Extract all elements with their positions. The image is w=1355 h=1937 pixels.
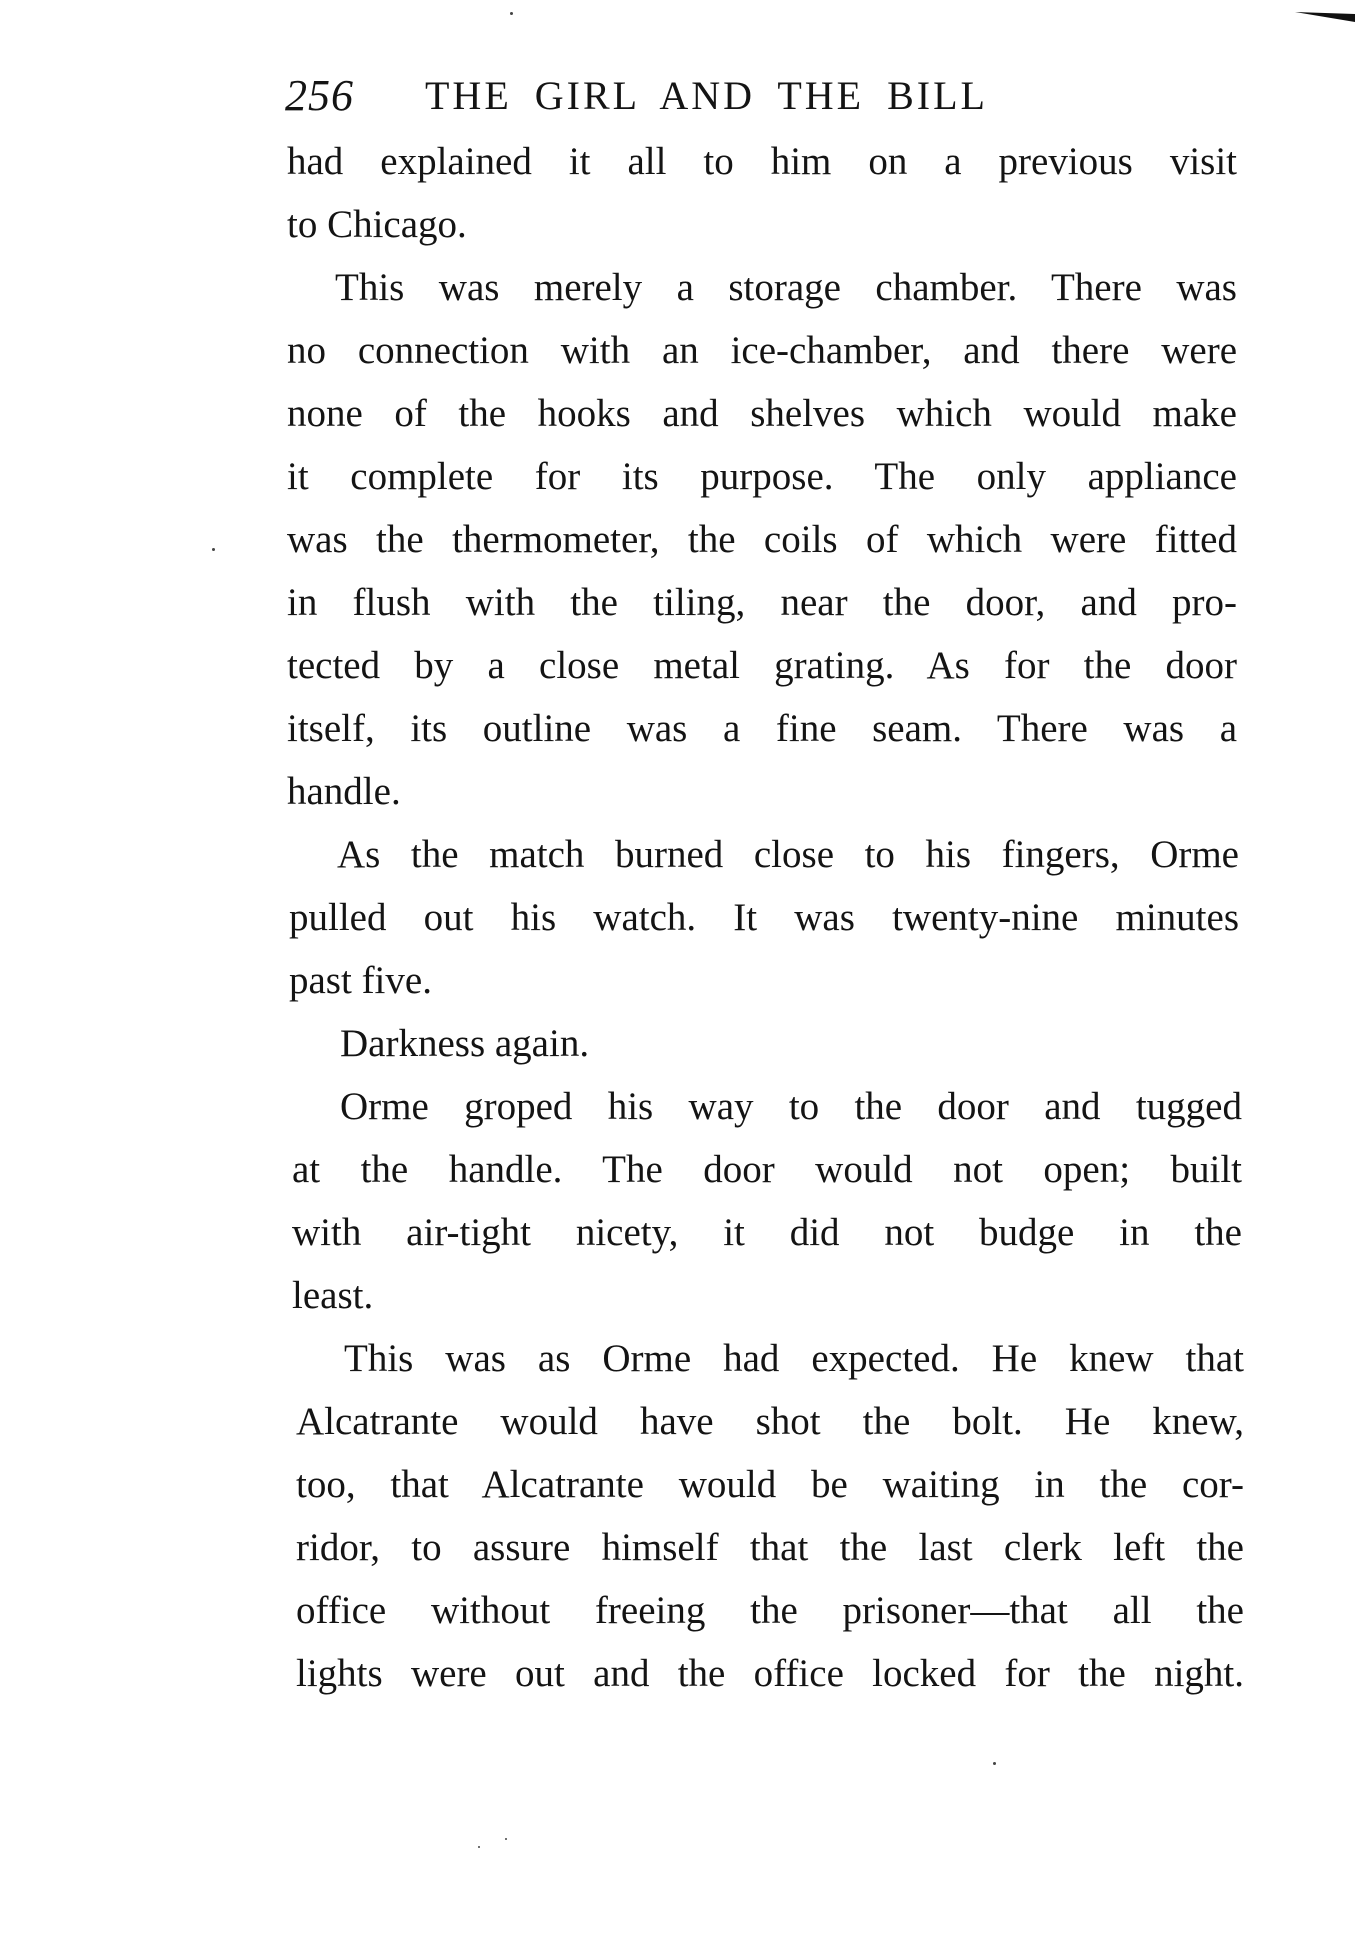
running-head: THE GIRL AND THE BILL	[425, 73, 988, 118]
paper-speck	[505, 1838, 507, 1840]
text-line: past five.	[289, 959, 432, 1002]
text-line: As the match burned close to his fingers, Orme	[337, 833, 1239, 876]
text-line: was the thermometer, the coils of which were fitted	[287, 518, 1237, 561]
text-line: tected by a close metal grating. As for the door	[287, 644, 1237, 687]
text-line: This was merely a storage chamber. There was	[335, 266, 1237, 309]
text-line: Alcatrante would have shot the bolt. He knew,	[296, 1400, 1244, 1443]
text-line: ridor, to assure himself that the last clerk left the	[296, 1526, 1244, 1569]
paper-speck	[212, 548, 215, 551]
text-line: none of the hooks and shelves which would make	[287, 392, 1237, 435]
text-line: it complete for its purpose. The only appliance	[287, 455, 1237, 498]
text-line: handle.	[287, 770, 401, 813]
corner-page-mark	[1295, 8, 1355, 22]
text-line: This was as Orme had expected. He knew that	[344, 1337, 1244, 1380]
paper-speck	[993, 1762, 996, 1765]
text-line: too, that Alcatrante would be waiting in the cor-	[296, 1463, 1244, 1506]
text-line: itself, its outline was a fine seam. There was a	[287, 707, 1237, 750]
text-line: Orme groped his way to the door and tugged	[340, 1085, 1242, 1128]
text-line: pulled out his watch. It was twenty-nine minutes	[289, 896, 1239, 939]
text-line: had explained it all to him on a previous visit	[287, 140, 1237, 183]
text-line: no connection with an ice-chamber, and there were	[287, 329, 1237, 372]
paper-speck	[478, 1846, 480, 1848]
paper-speck	[510, 12, 513, 15]
page-header	[285, 70, 1245, 130]
text-line: in flush with the tiling, near the door, and pro-	[287, 581, 1237, 624]
text-line: Darkness again.	[340, 1022, 590, 1065]
page-number: 256	[285, 71, 354, 120]
text-line: with air-tight nicety, it did not budge in the	[292, 1211, 1242, 1254]
text-line: at the handle. The door would not open; built	[292, 1148, 1242, 1191]
text-line: to Chicago.	[287, 203, 467, 246]
text-line: least.	[292, 1274, 374, 1317]
text-line: office without freeing the prisoner—that all the	[296, 1589, 1244, 1632]
text-line: lights were out and the office locked for the night.	[296, 1652, 1244, 1695]
